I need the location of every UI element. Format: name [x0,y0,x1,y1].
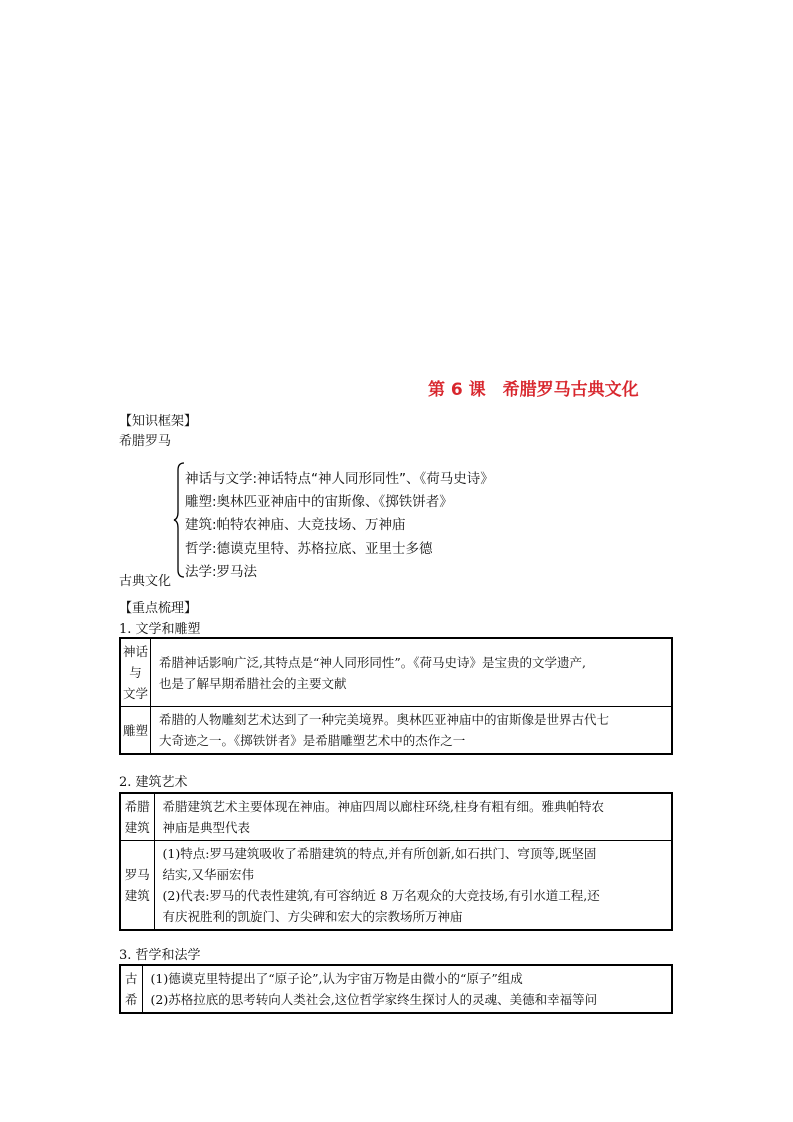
row-header: 古 希 [120,965,142,1013]
framework-item: 建筑:帕特农神庙、大竞技场、万神庙 [185,517,406,533]
literature-sculpture-table [119,637,673,755]
philosophy-law-table [119,964,673,1014]
framework-branch: 古典文化 [119,574,172,589]
row-content: (1)特点:罗马建筑吸收了希腊建筑的特点,并有所创新,如石拱门、穹顶等,既坚固 结实,又华丽宏伟 (2)代表:罗马的代表性建筑,有可容纳近 8 万名观众的大竞技场,有引水道工程,还 有庆祝胜利的凯旋门、方尖碑和宏大的宗教场所万神庙 [154,841,672,931]
page-title: 第 6 课 希腊罗马古典文化 [428,380,639,400]
framework-item: 法学:罗马法 [185,564,258,580]
architecture-table [119,792,673,931]
review-heading: 【重点梳理】 [119,601,198,616]
framework-item: 神话与文学:神话特点“神人同形同性”、《荷马史诗》 [185,471,494,487]
row-header: 希腊 建筑 [120,793,154,841]
table-row [120,638,672,707]
framework-item: 雕塑:奥林匹亚神庙中的宙斯像、《掷铁饼者》 [185,494,453,510]
section-heading-architecture: 2. 建筑艺术 [119,775,188,790]
table-row [120,793,672,841]
section-heading-literature: 1. 文学和雕塑 [119,622,201,637]
row-header: 神话 与 文学 [120,638,151,707]
row-header: 罗马 建筑 [120,841,154,931]
row-content: 希腊的人物雕刻艺术达到了一种完美境界。奥林匹亚神庙中的宙斯像是世界古代七 大奇迹之一。《掷铁饼者》是希腊雕塑艺术中的杰作之一 [151,707,672,755]
table-row [120,707,672,755]
row-header: 雕塑 [120,707,151,755]
brace-icon [173,462,185,578]
framework-item: 哲学:德谟克里特、苏格拉底、亚里士多德 [185,541,433,557]
row-content: 希腊建筑艺术主要体现在神庙。神庙四周以廊柱环绕,柱身有粗有细。雅典帕特农 神庙是典型代表 [154,793,672,841]
row-content: 希腊神话影响广泛,其特点是“神人同形同性”。《荷马史诗》是宝贵的文学遗产, 也是了解早期希腊社会的主要文献 [151,638,672,707]
table-row [120,841,672,931]
framework-root: 希腊罗马 [119,434,172,449]
table-row [120,965,672,1013]
section-heading-philosophy: 3. 哲学和法学 [119,948,201,963]
framework-heading: 【知识框架】 [119,414,198,429]
row-content: (1)德谟克里特提出了“原子论”,认为宇宙万物是由微小的“原子”组成 (2)苏格拉底的思考转向人类社会,这位哲学家终生探讨人的灵魂、美德和幸福等问 [142,965,672,1013]
